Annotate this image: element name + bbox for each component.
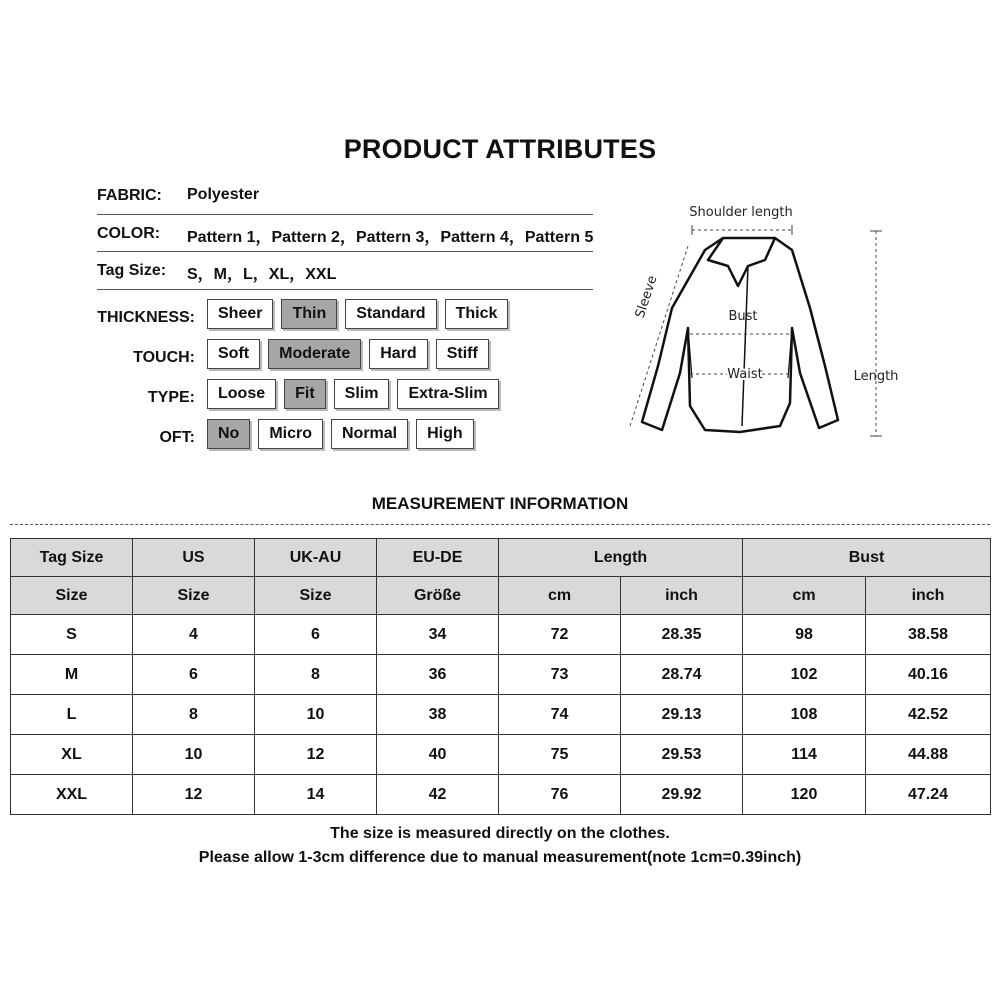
color-value: Pattern 1，Pattern 2，Pattern 3，Pattern 4，Pattern 5 [187, 229, 594, 246]
table-cell: 29.13 [621, 695, 743, 735]
table-row [11, 655, 991, 695]
jacket-diagram [620, 198, 920, 448]
touch-option[interactable]: Hard [369, 339, 427, 369]
table-header-cell: UK-AU [255, 539, 377, 577]
oft-option[interactable]: High [416, 419, 474, 449]
table-cell: 28.74 [621, 655, 743, 695]
touch-option[interactable]: Stiff [436, 339, 489, 369]
measurement-table [10, 538, 991, 815]
table-cell: 73 [499, 655, 621, 695]
thickness-options [207, 299, 508, 329]
table-cell: 72 [499, 615, 621, 655]
table-cell: 40 [377, 735, 499, 775]
oft-label: OFT: [159, 429, 195, 446]
table-header-cell: inch [866, 577, 991, 615]
table-cell: 75 [499, 735, 621, 775]
table-cell: 120 [743, 775, 866, 815]
table-cell: 8 [133, 695, 255, 735]
table-header-cell: cm [743, 577, 866, 615]
table-cell: 40.16 [866, 655, 991, 695]
type-label: TYPE: [147, 389, 195, 406]
thickness-option[interactable]: Sheer [207, 299, 273, 329]
tag-size-label: Tag Size: [97, 262, 167, 279]
fabric-label: FABRIC: [97, 187, 162, 204]
table-cell: XL [11, 735, 133, 775]
sleeve-label: Sleeve [632, 273, 661, 320]
table-cell: 42 [377, 775, 499, 815]
table-cell: 42.52 [866, 695, 991, 735]
table-cell: 29.53 [621, 735, 743, 775]
table-cell: 74 [499, 695, 621, 735]
table-cell: S [11, 615, 133, 655]
color-label: COLOR: [97, 225, 161, 242]
oft-option[interactable]: No [207, 419, 250, 449]
table-cell: 102 [743, 655, 866, 695]
table-cell: 6 [133, 655, 255, 695]
table-cell: 44.88 [866, 735, 991, 775]
table-cell: 108 [743, 695, 866, 735]
touch-label: TOUCH: [133, 349, 195, 366]
table-subheader-row [11, 577, 991, 615]
table-cell: 36 [377, 655, 499, 695]
touch-options [207, 339, 489, 369]
table-header-row [11, 539, 991, 577]
table-cell: 10 [255, 695, 377, 735]
table-header-cell: Length [499, 539, 743, 577]
table-cell: M [11, 655, 133, 695]
table-header-cell: cm [499, 577, 621, 615]
table-cell: 6 [255, 615, 377, 655]
divider [97, 214, 593, 215]
measurement-title: MEASUREMENT INFORMATION [371, 494, 629, 513]
tag-size-value: S，M，L，XL，XXL [187, 266, 337, 283]
table-cell: L [11, 695, 133, 735]
table-header-cell: Bust [743, 539, 991, 577]
divider [97, 289, 593, 290]
table-cell: 12 [255, 735, 377, 775]
note-line-1: The size is measured directly on the clothes. [330, 825, 670, 842]
type-option[interactable]: Slim [334, 379, 390, 409]
table-cell: 28.35 [621, 615, 743, 655]
type-options [207, 379, 499, 409]
oft-option[interactable]: Micro [258, 419, 323, 449]
touch-option[interactable]: Soft [207, 339, 260, 369]
table-cell: 98 [743, 615, 866, 655]
table-cell: 29.92 [621, 775, 743, 815]
table-cell: 38 [377, 695, 499, 735]
table-header-cell: EU-DE [377, 539, 499, 577]
table-row [11, 775, 991, 815]
table-row [11, 615, 991, 655]
table-header-cell: inch [621, 577, 743, 615]
table-cell: XXL [11, 775, 133, 815]
table-row [11, 695, 991, 735]
note-line-2: Please allow 1-3cm difference due to manual measurement(note 1cm=0.39inch) [198, 849, 802, 866]
table-cell: 47.24 [866, 775, 991, 815]
table-cell: 10 [133, 735, 255, 775]
thickness-option[interactable]: Standard [345, 299, 436, 329]
touch-option[interactable]: Moderate [268, 339, 361, 369]
dotted-divider [10, 524, 990, 525]
table-cell: 4 [133, 615, 255, 655]
thickness-option[interactable]: Thick [445, 299, 509, 329]
fabric-value: Polyester [187, 186, 260, 203]
table-cell: 76 [499, 775, 621, 815]
table-cell: 34 [377, 615, 499, 655]
length-label: Length [853, 369, 899, 384]
thickness-option[interactable]: Thin [281, 299, 337, 329]
thickness-label: THICKNESS: [97, 309, 195, 326]
table-header-cell: Size [11, 577, 133, 615]
page-title: PRODUCT ATTRIBUTES [343, 134, 657, 164]
oft-option[interactable]: Normal [331, 419, 408, 449]
table-row [11, 735, 991, 775]
type-option[interactable]: Extra-Slim [397, 379, 498, 409]
divider [97, 251, 593, 252]
type-option[interactable]: Loose [207, 379, 276, 409]
jacket-outline-icon [642, 238, 838, 432]
table-header-cell: Größe [377, 577, 499, 615]
shoulder-length-label: Shoulder length [689, 205, 793, 220]
type-option[interactable]: Fit [284, 379, 326, 409]
waist-label: Waist [727, 367, 763, 382]
table-cell: 14 [255, 775, 377, 815]
table-header-cell: US [133, 539, 255, 577]
table-cell: 38.58 [866, 615, 991, 655]
table-header-cell: Size [133, 577, 255, 615]
oft-options [207, 419, 474, 449]
table-cell: 12 [133, 775, 255, 815]
table-header-cell: Tag Size [11, 539, 133, 577]
table-header-cell: Size [255, 577, 377, 615]
table-cell: 114 [743, 735, 866, 775]
bust-label: Bust [728, 309, 758, 324]
table-cell: 8 [255, 655, 377, 695]
